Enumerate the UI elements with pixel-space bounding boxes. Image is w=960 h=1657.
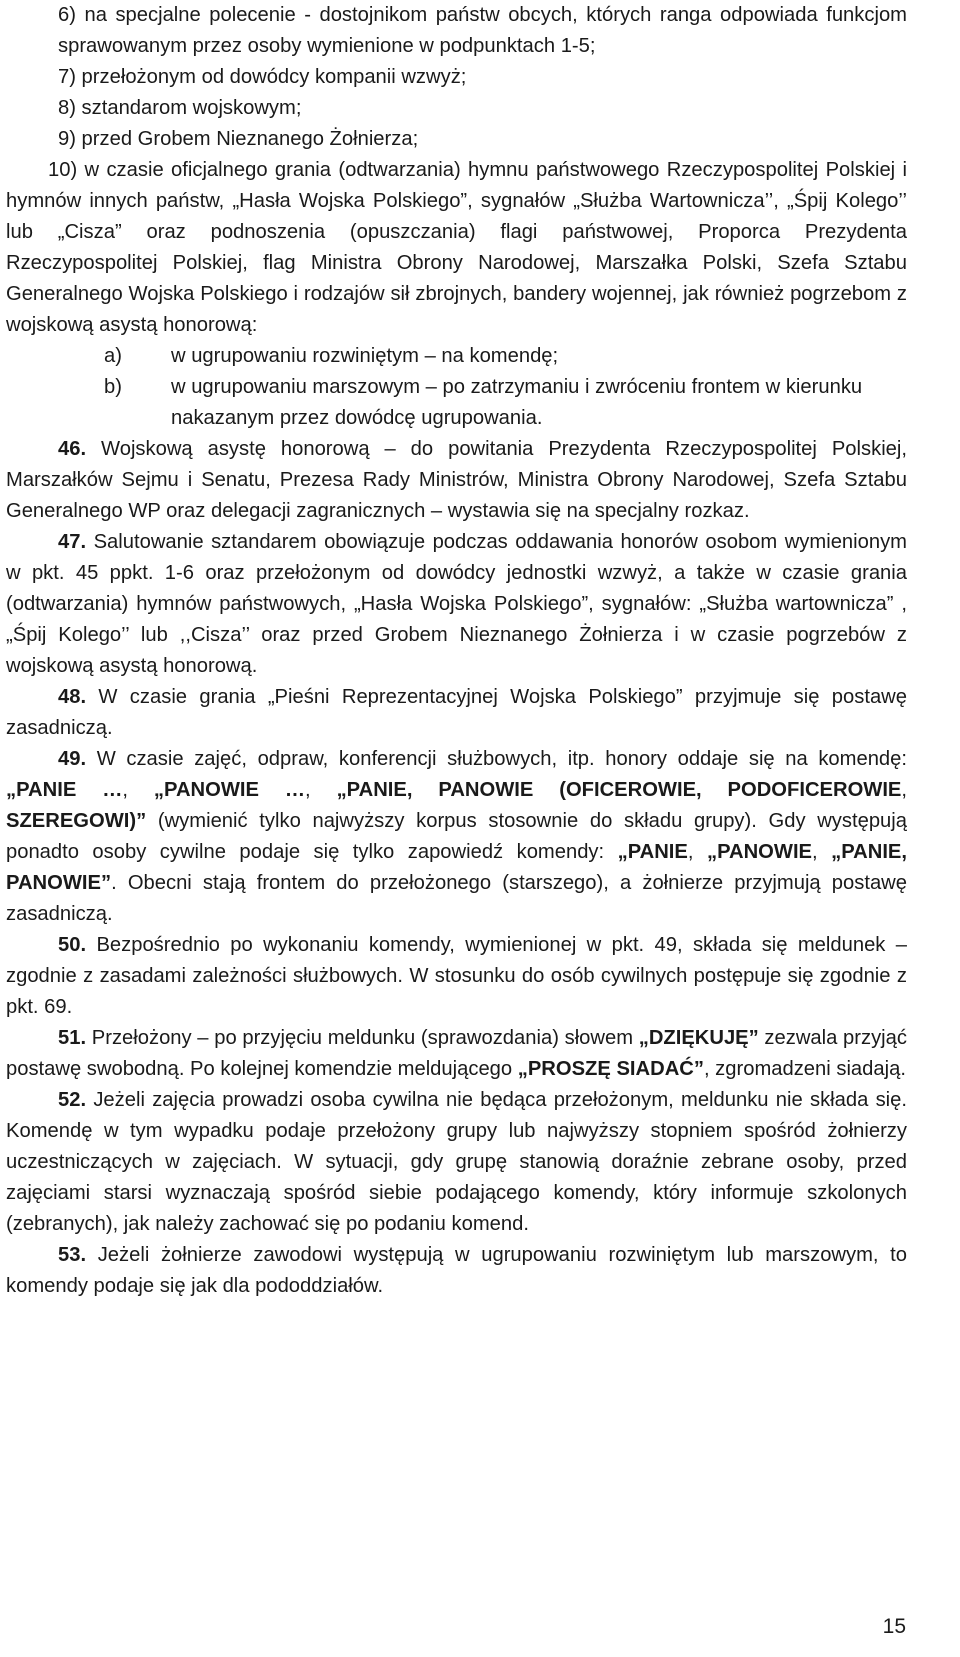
paragraph-51-text-3: , zgromadzeni siadają.	[703, 1058, 906, 1080]
paragraph-52-text: Jeżeli zajęcia prowadzi osoba cywilna nie będąca przełożonym, meldunku nie składa się. Komendę w tym wypadku podaje przełożony grupy lub najwyższy stopniem spośród żołnierzy uczestniczących w zajęciach. W sytuacji, gdy grupę stanowią doraźnie zebrane osoby, przed zajęciami starsi wyznaczają spośród siebie podającego komendy, który informuje szkolonych (zebranych), jak należy zachować się po podaniu komend.	[6, 1089, 907, 1235]
separator: ,	[812, 841, 832, 863]
paragraph-52	[6, 1085, 907, 1240]
command-panie-panowie-oficerowie: „PANIE, PANOWIE (OFICEROWIE, PODOFICEROWIE	[336, 779, 902, 801]
command-prosze-siadac: „PROSZĘ SIADAĆ”	[517, 1058, 704, 1080]
paragraph-51	[6, 1023, 907, 1085]
paragraph-49-text-1: W czasie zajęć, odpraw, konferencji służbowych, itp. honory oddaje się na komendę:	[86, 748, 907, 770]
list-item-9	[6, 124, 907, 155]
command-panie-short: „PANIE	[617, 841, 688, 863]
command-panie-panowie-short: „PANIE, PANOWIE”	[6, 841, 908, 894]
paragraph-47	[6, 527, 907, 682]
paragraph-49-text-2: (wymienić tylko najwyższy korpus stosownie do składu grupy). Gdy występują ponadto osoby cywilne podaje się tylko zapowiedź komendy:	[6, 810, 907, 863]
paragraph-52-number: 52.	[58, 1089, 87, 1111]
paragraph-49	[6, 744, 907, 930]
list-item-7-text: 7) przełożonym od dowódcy kompanii wzwyż;	[58, 66, 467, 88]
paragraph-53-text: Jeżeli żołnierze zawodowi występują w ugrupowaniu rozwiniętym lub marszowym, to komendy podaje się jak dla pododdziałów.	[6, 1244, 907, 1297]
paragraph-51-text-1: Przełożony – po przyjęciu meldunku (sprawozdania) słowem	[86, 1027, 639, 1049]
separator: ,	[305, 779, 337, 801]
command-dziekuje: „DZIĘKUJĘ”	[638, 1027, 759, 1049]
separator: ,	[687, 841, 707, 863]
paragraph-46	[6, 434, 907, 527]
paragraph-49-number: 49.	[58, 748, 87, 770]
separator: ,	[122, 779, 154, 801]
paragraph-47-text: Salutowanie sztandarem obowiązuje podczas oddawania honorów osobom wymienionym w pkt. 45 ppkt. 1-6 oraz przełożonym od dowódcy jednostki wzwyż, a także w czasie grania (odtwarzania) hymnów państwowych, „Hasła Wojska Polskiego”, sygnałów: „Służba wartownicza” , „Śpij Kolego’’ lub ,,Cisza’’ oraz przed Grobem Nieznanego Żołnierza i w czasie pogrzebów z wojskową asystą honorową.	[6, 531, 907, 677]
list-item-6	[6, 0, 907, 62]
command-panowie-short: „PANOWIE	[706, 841, 813, 863]
command-szeregowi: SZEREGOWI)”	[6, 810, 147, 832]
paragraph-48-text: W czasie grania „Pieśni Reprezentacyjnej Wojska Polskiego” przyjmuje się postawę zasadniczą.	[6, 686, 907, 739]
paragraph-50-number: 50.	[58, 934, 87, 956]
sub-item-b-text: w ugrupowaniu marszowym – po zatrzymaniu i zwróceniu frontem w kierunku nakazanym przez dowódcę ugrupowania.	[171, 376, 863, 429]
paragraph-47-number: 47.	[58, 531, 87, 553]
list-item-10	[6, 155, 907, 341]
paragraph-48-number: 48.	[58, 686, 87, 708]
paragraph-51-number: 51.	[58, 1027, 87, 1049]
paragraph-50-text: Bezpośrednio po wykonaniu komendy, wymienionej w pkt. 49, składa się meldunek – zgodnie z zasadami zależności służbowych. W stosunku do osób cywilnych postępuje się zgodnie z pkt. 69.	[6, 934, 907, 1018]
sub-item-a-marker: a)	[104, 345, 122, 367]
list-item-8	[6, 93, 907, 124]
document-body	[6, 0, 907, 1302]
paragraph-53	[6, 1240, 907, 1302]
sub-item-b-marker: b)	[104, 376, 122, 398]
page-number: 15	[882, 1615, 906, 1638]
list-item-10-text: 10) w czasie oficjalnego grania (odtwarzania) hymnu państwowego Rzeczypospolitej Polskiej i hymnów innych państw, „Hasła Wojska Polskiego”, sygnałów „Służba Wartownicza’’, „Śpij Kolego’’ lub „Cisza” oraz podnoszenia (opuszczania) flagi państwowej, Proporca Prezydenta Rzeczypospolitej Polskiej, flag Ministra Obrony Narodowej, Marszałka Polski, Szefa Sztabu Generalnego Wojska Polskiego i rodzajów sił zbrojnych, bandery wojennej, jak również pogrzebom z wojskową asystą honorową:	[6, 159, 907, 336]
list-item-8-text: 8) sztandarom wojskowym;	[58, 97, 302, 119]
list-item-9-text: 9) przed Grobem Nieznanego Żołnierza;	[58, 128, 419, 150]
sub-item-b	[6, 372, 907, 434]
list-item-6-text: 6) na specjalne polecenie - dostojnikom państw obcych, których ranga odpowiada funkcjom sprawowanym przez osoby wymienione w podpunktach 1-5;	[58, 4, 907, 57]
separator: ,	[901, 779, 908, 801]
list-item-7	[6, 62, 907, 93]
paragraph-48	[6, 682, 907, 744]
command-panie: „PANIE …	[6, 779, 123, 801]
paragraph-53-number: 53.	[58, 1244, 87, 1266]
sub-item-a-text: w ugrupowaniu rozwiniętym – na komendę;	[171, 345, 559, 367]
paragraph-51-text-2: zezwala przyjąć postawę swobodną. Po kolejnej komendzie meldującego	[6, 1027, 907, 1080]
sub-item-a	[6, 341, 907, 372]
command-panowie: „PANOWIE …	[153, 779, 306, 801]
paragraph-46-text: Wojskową asystę honorową – do powitania Prezydenta Rzeczypospolitej Polskiej, Marszałków Sejmu i Senatu, Prezesa Rady Ministrów, Ministra Obrony Narodowej, Szefa Sztabu Generalnego WP oraz delegacji zagranicznych – wystawia się na specjalny rozkaz.	[6, 438, 907, 522]
paragraph-50	[6, 930, 907, 1023]
paragraph-49-text-3: . Obecni stają frontem do przełożonego (starszego), a żołnierze przyjmują postawę zasadniczą.	[6, 872, 907, 925]
paragraph-46-number: 46.	[58, 438, 87, 460]
